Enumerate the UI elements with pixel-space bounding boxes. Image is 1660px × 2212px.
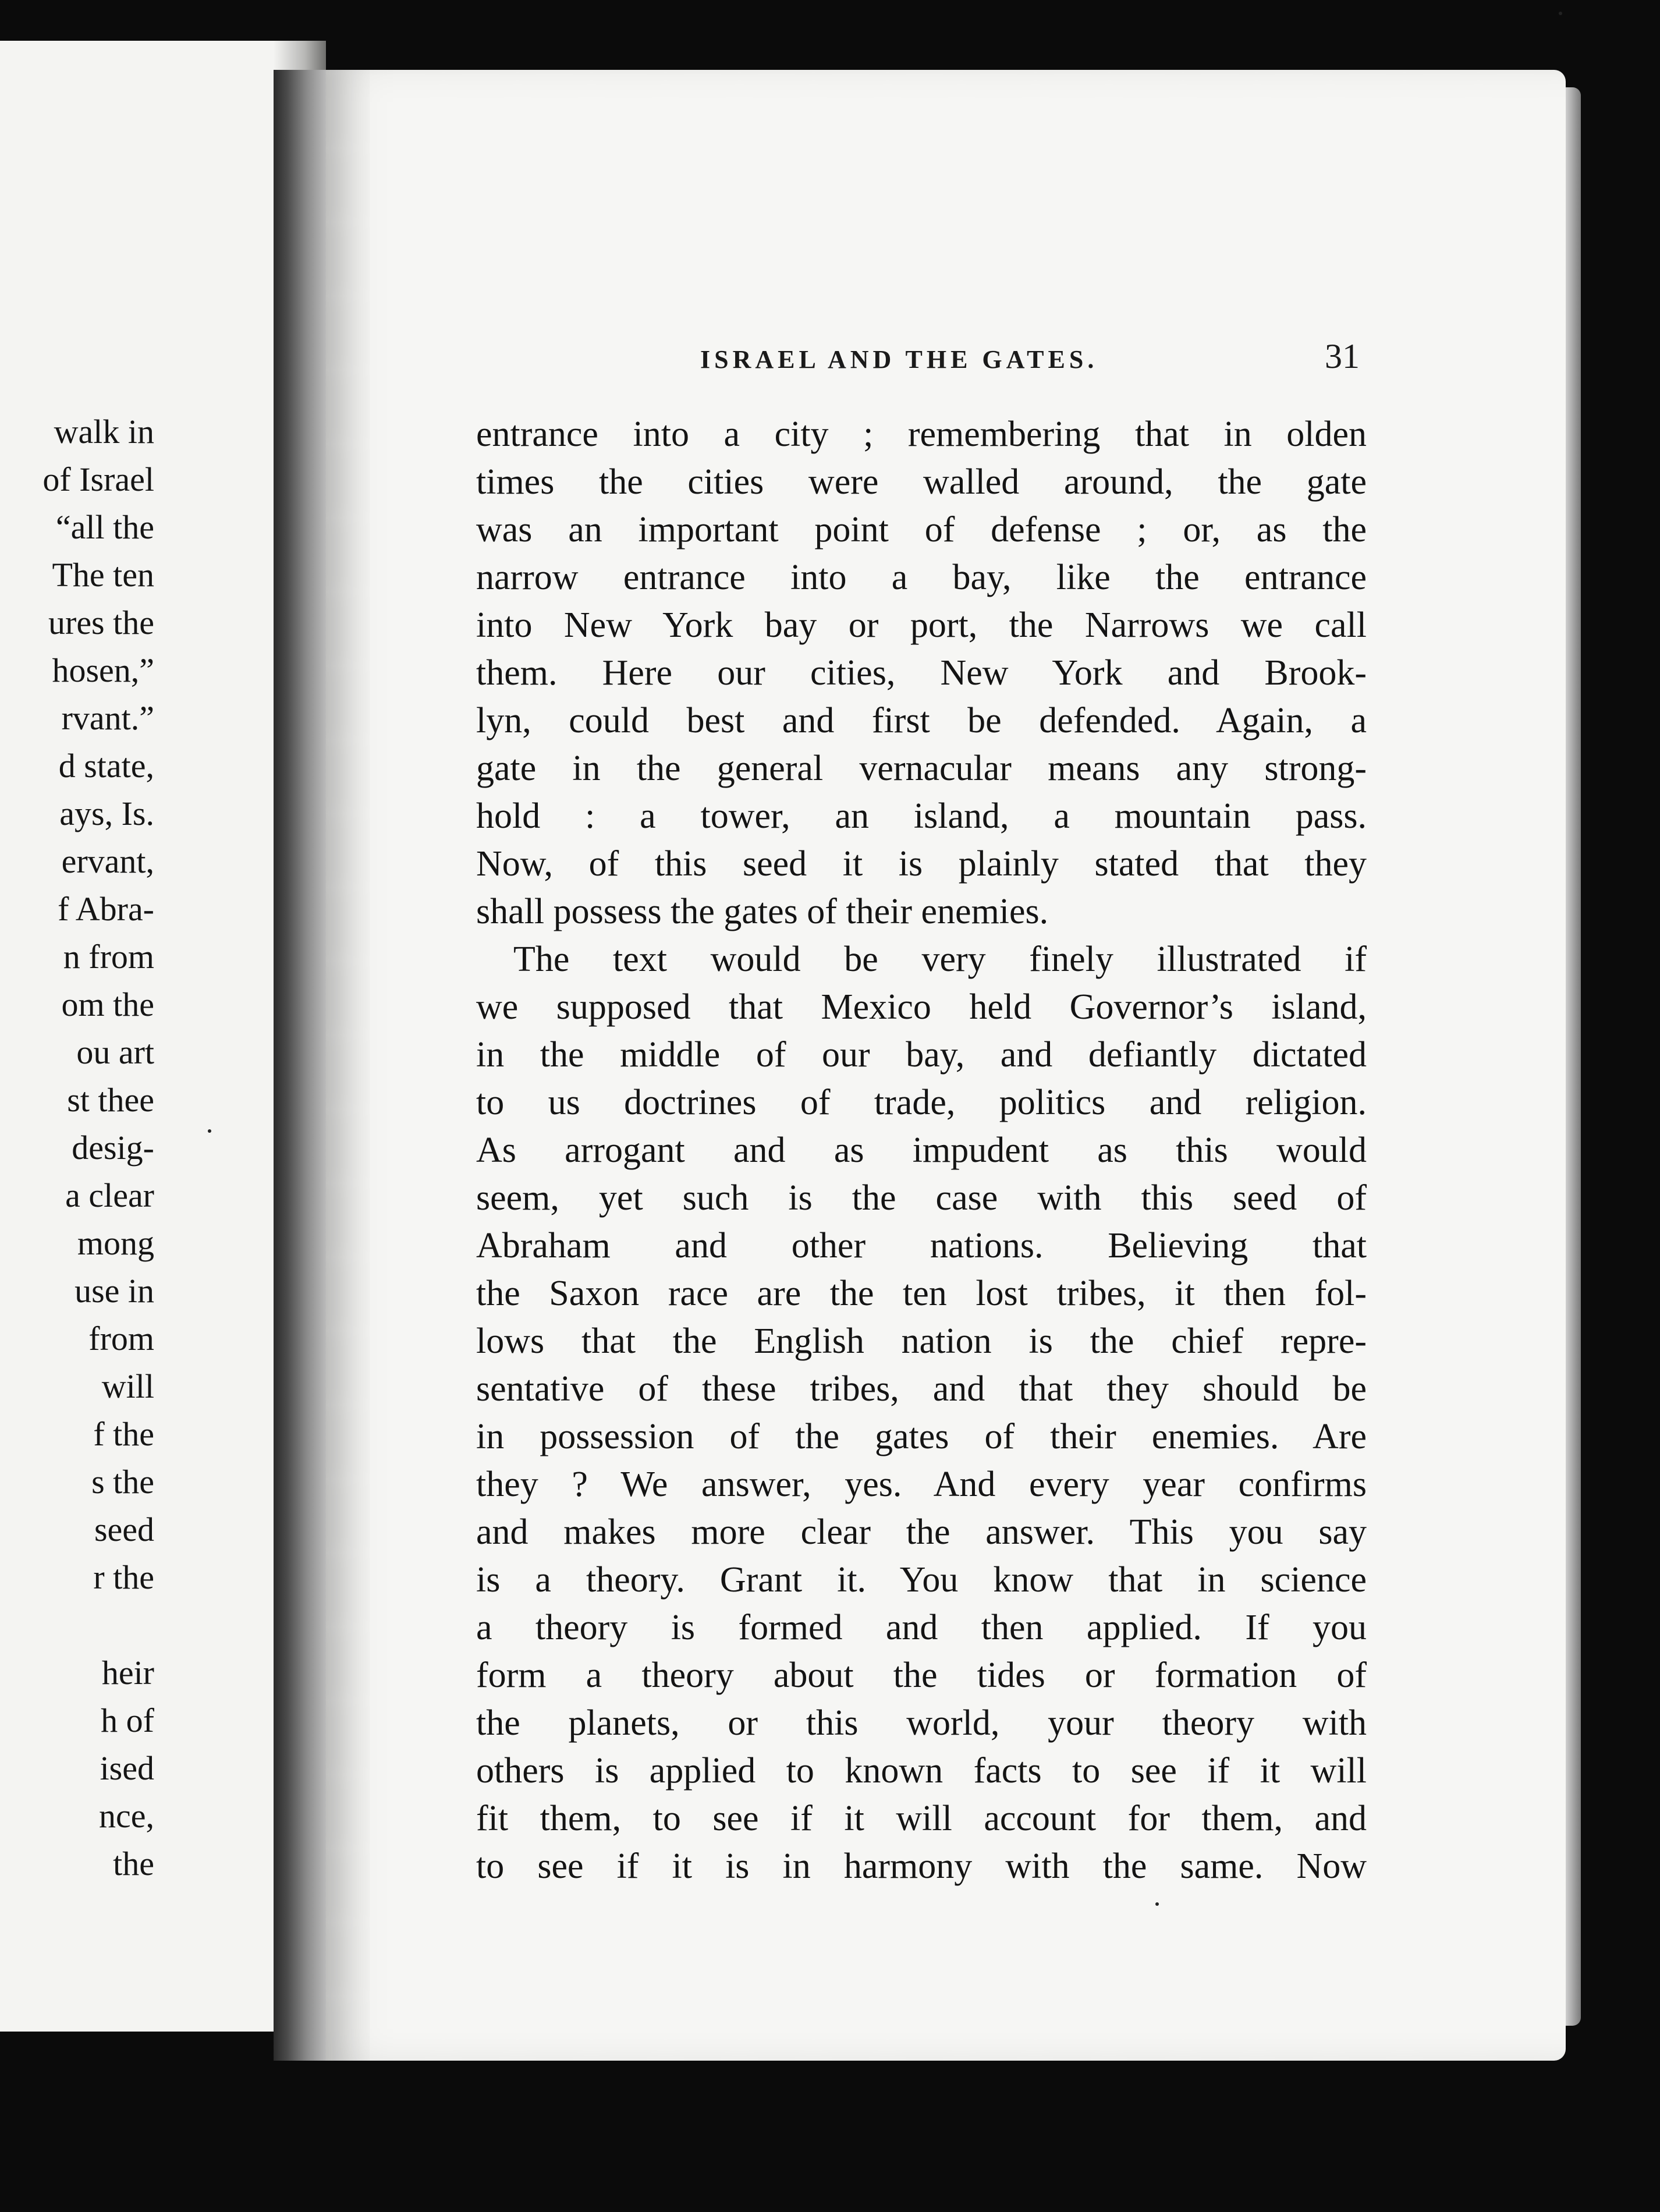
left-page-line: ou art (76, 1033, 154, 1071)
left-page-line: r the (93, 1558, 154, 1596)
text-line: to us doctrines of trade, politics and religion. (476, 1083, 1367, 1122)
text-line: lyn, could best and first be defended. Again, a (476, 701, 1367, 740)
dust-speck (208, 1129, 211, 1133)
text-line: Abraham and other nations. Believing that (476, 1226, 1367, 1265)
left-page-line: will (101, 1367, 154, 1405)
left-page-line: n from (63, 938, 154, 976)
left-page-line: seed (94, 1511, 154, 1548)
left-page-line: The ten (52, 556, 154, 594)
left-page-line: ures the (48, 604, 154, 641)
text-line: we supposed that Mexico held Governor’s island, (476, 987, 1367, 1027)
page-number: 31 (1325, 337, 1360, 375)
text-line: is a theory. Grant it. You know that in science (476, 1560, 1367, 1600)
left-page-line: a clear (65, 1176, 154, 1214)
text-line: narrow entrance into a bay, like the entrance (476, 558, 1367, 597)
left-page-line: rvant.” (61, 699, 154, 737)
dust-speck (1155, 1902, 1159, 1906)
left-page-line: heir (101, 1654, 154, 1692)
text-line: sentative of these tribes, and that they should be (476, 1369, 1367, 1409)
left-page-line: from (88, 1320, 154, 1357)
left-page-line: hosen,” (52, 651, 154, 689)
text-line: the Saxon race are the ten lost tribes, it then fol- (476, 1274, 1367, 1313)
running-head: ISRAEL AND THE GATES. (700, 345, 1098, 374)
left-page-line: s the (91, 1463, 154, 1501)
text-line: shall possess the gates of their enemies. (476, 892, 1049, 931)
left-page-line: “all the (55, 508, 154, 546)
right-page-edge (1566, 87, 1581, 2026)
left-page-line: d state, (58, 747, 154, 785)
left-page-line: of Israel (42, 460, 154, 498)
left-page-line: walk in (54, 413, 154, 451)
text-line: others is applied to known facts to see if it will (476, 1751, 1367, 1791)
text-line: and makes more clear the answer. This you say (476, 1512, 1367, 1552)
text-line: form a theory about the tides or formation of (476, 1656, 1367, 1695)
left-page-line: the (113, 1845, 154, 1883)
text-line: the planets, or this world, your theory with (476, 1703, 1367, 1743)
left-page-line: ised (100, 1749, 154, 1787)
left-page-line: desig- (72, 1129, 154, 1167)
left-page-line: ervant, (61, 842, 154, 880)
text-line: seem, yet such is the case with this seed of (476, 1178, 1367, 1218)
text-line: hold : a tower, an island, a mountain pass. (476, 796, 1367, 836)
text-line: Now, of this seed it is plainly stated that they (476, 844, 1367, 884)
text-line: a theory is formed and then applied. If you (476, 1608, 1367, 1647)
text-line: was an important point of defense ; or, as the (476, 510, 1367, 550)
text-line: into New York bay or port, the Narrows we call (476, 605, 1367, 645)
text-line: they ? We answer, yes. And every year confirms (476, 1465, 1367, 1504)
left-page-line: om the (61, 986, 154, 1023)
text-line: times the cities were walled around, the gate (476, 462, 1367, 502)
text-line: As arrogant and as impudent as this would (476, 1130, 1367, 1170)
left-page-line: nce, (99, 1797, 154, 1835)
text-line: to see if it is in harmony with the same. Now (476, 1846, 1367, 1886)
text-line: gate in the general vernacular means any strong- (476, 749, 1367, 788)
text-line: in possession of the gates of their enemies. Are (476, 1417, 1367, 1456)
text-line: fit them, to see if it will account for them, and (476, 1799, 1367, 1838)
left-page-line: f the (93, 1415, 154, 1453)
text-line: The text would be very finely illustrated if (513, 940, 1367, 979)
left-page-line: st thee (67, 1081, 154, 1119)
text-line: lows that the English nation is the chief repre- (476, 1321, 1367, 1361)
text-line: them. Here our cities, New York and Brook- (476, 653, 1367, 693)
text-line: entrance into a city ; remembering that in olden (476, 414, 1367, 454)
left-page-line: use in (75, 1272, 154, 1310)
dust-speck (1559, 12, 1562, 15)
left-page-line: h of (101, 1701, 154, 1739)
left-page-line: ays, Is. (59, 795, 154, 832)
left-page-line: mong (77, 1224, 154, 1262)
left-page-line: f Abra- (58, 890, 154, 928)
text-line: in the middle of our bay, and defiantly dictated (476, 1035, 1367, 1075)
